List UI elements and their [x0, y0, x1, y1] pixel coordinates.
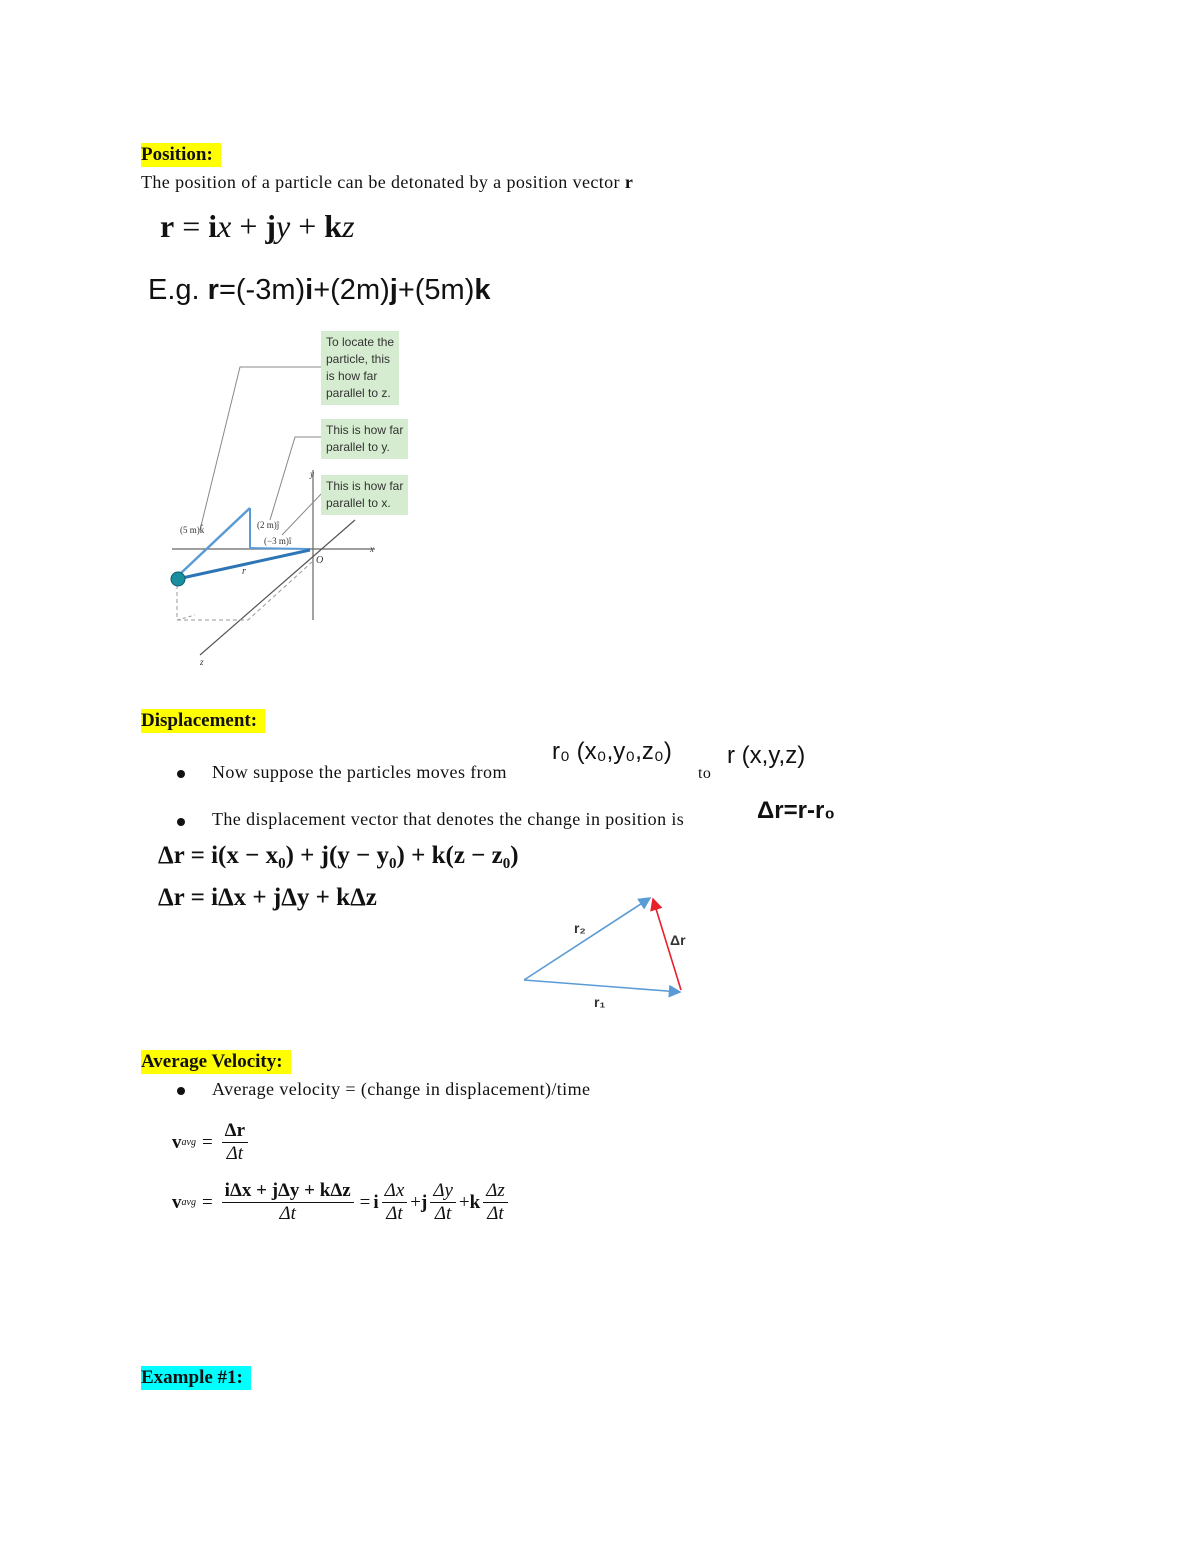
displacement-heading: Displacement:: [141, 709, 265, 733]
displacement-bullet-1: Now suppose the particles moves from: [212, 762, 507, 782]
label-z-component: (5 m)k̂: [180, 525, 205, 535]
average-velocity-heading: Average Velocity:: [141, 1050, 291, 1074]
displacement-from-point: r₀ (x₀,y₀,z₀): [552, 738, 672, 765]
leader-line-y: [270, 437, 323, 520]
label-r2: r₂: [574, 920, 586, 936]
displacement-to-word: to: [698, 765, 712, 782]
average-velocity-equation-1: v avg = $\frac{\Delta r}{\Delta t}$: [172, 1120, 251, 1165]
displacement-equation-1: Δr = i(x − x₀) + j(y − y₀) + k(z − z₀): [158, 842, 519, 869]
label-axis-x: x: [370, 544, 374, 554]
position-description: The position of a particle can be detonated by a position vector r: [141, 172, 634, 192]
label-axis-z: z: [200, 657, 204, 667]
label-y-component: (2 m)ĵ: [257, 520, 280, 530]
displacement-formula: Δr=r-r₀: [757, 797, 836, 824]
position-vector-equation: r = ix + jy + kz: [160, 208, 355, 244]
callout-y: This is how far parallel to y.: [321, 419, 408, 459]
bullet-dot: [177, 770, 185, 778]
example-heading: Example #1:: [141, 1366, 251, 1390]
vector-r2: [524, 898, 650, 980]
x-component-vector: [250, 548, 310, 549]
label-r1: r₁: [594, 994, 606, 1010]
average-velocity-bullet: Average velocity = (change in displacement)/time: [212, 1079, 591, 1099]
position-vector-figure: [160, 320, 440, 670]
callout-x: This is how far parallel to x.: [321, 475, 408, 515]
bullet-dot: [177, 1087, 185, 1095]
bullet-dot: [177, 818, 185, 826]
leader-line-x: [282, 492, 323, 535]
displacement-bullet-2: The displacement vector that denotes the change in position is: [212, 809, 685, 829]
vector-r1: [524, 980, 680, 992]
displacement-to-point: r (x,y,z): [727, 742, 806, 769]
particle: [171, 572, 185, 586]
position-example: E.g. r=(-3m)i+(2m)j+(5m)k: [148, 274, 491, 306]
label-axis-y: y: [310, 469, 314, 479]
label-x-component: (−3 m)î: [264, 536, 292, 546]
displacement-triangle-figure: [510, 885, 710, 1015]
label-r: r⃗: [242, 566, 254, 577]
leader-line-z: [200, 367, 323, 530]
position-heading: Position:: [141, 143, 221, 167]
position-vector-symbol: r: [624, 172, 634, 192]
label-origin: O: [316, 555, 324, 566]
displacement-equation-2: Δr = iΔx + jΔy + kΔz: [158, 884, 377, 911]
average-velocity-equation-2: v avg = $\frac{\text{iΔx + jΔy + kΔz}}{\Delta t}$ = i $\frac{\Delta x}{\Delta t}$ + j $\frac{\Delta y}{\Delta t}$ + k $\frac{\Delta z}{\Delta t}$: [172, 1180, 511, 1225]
label-delta-r: Δr: [670, 932, 686, 948]
displacement-triangle: [510, 885, 710, 1015]
callout-z: To locate the particle, this is how far parallel to z.: [321, 331, 399, 405]
